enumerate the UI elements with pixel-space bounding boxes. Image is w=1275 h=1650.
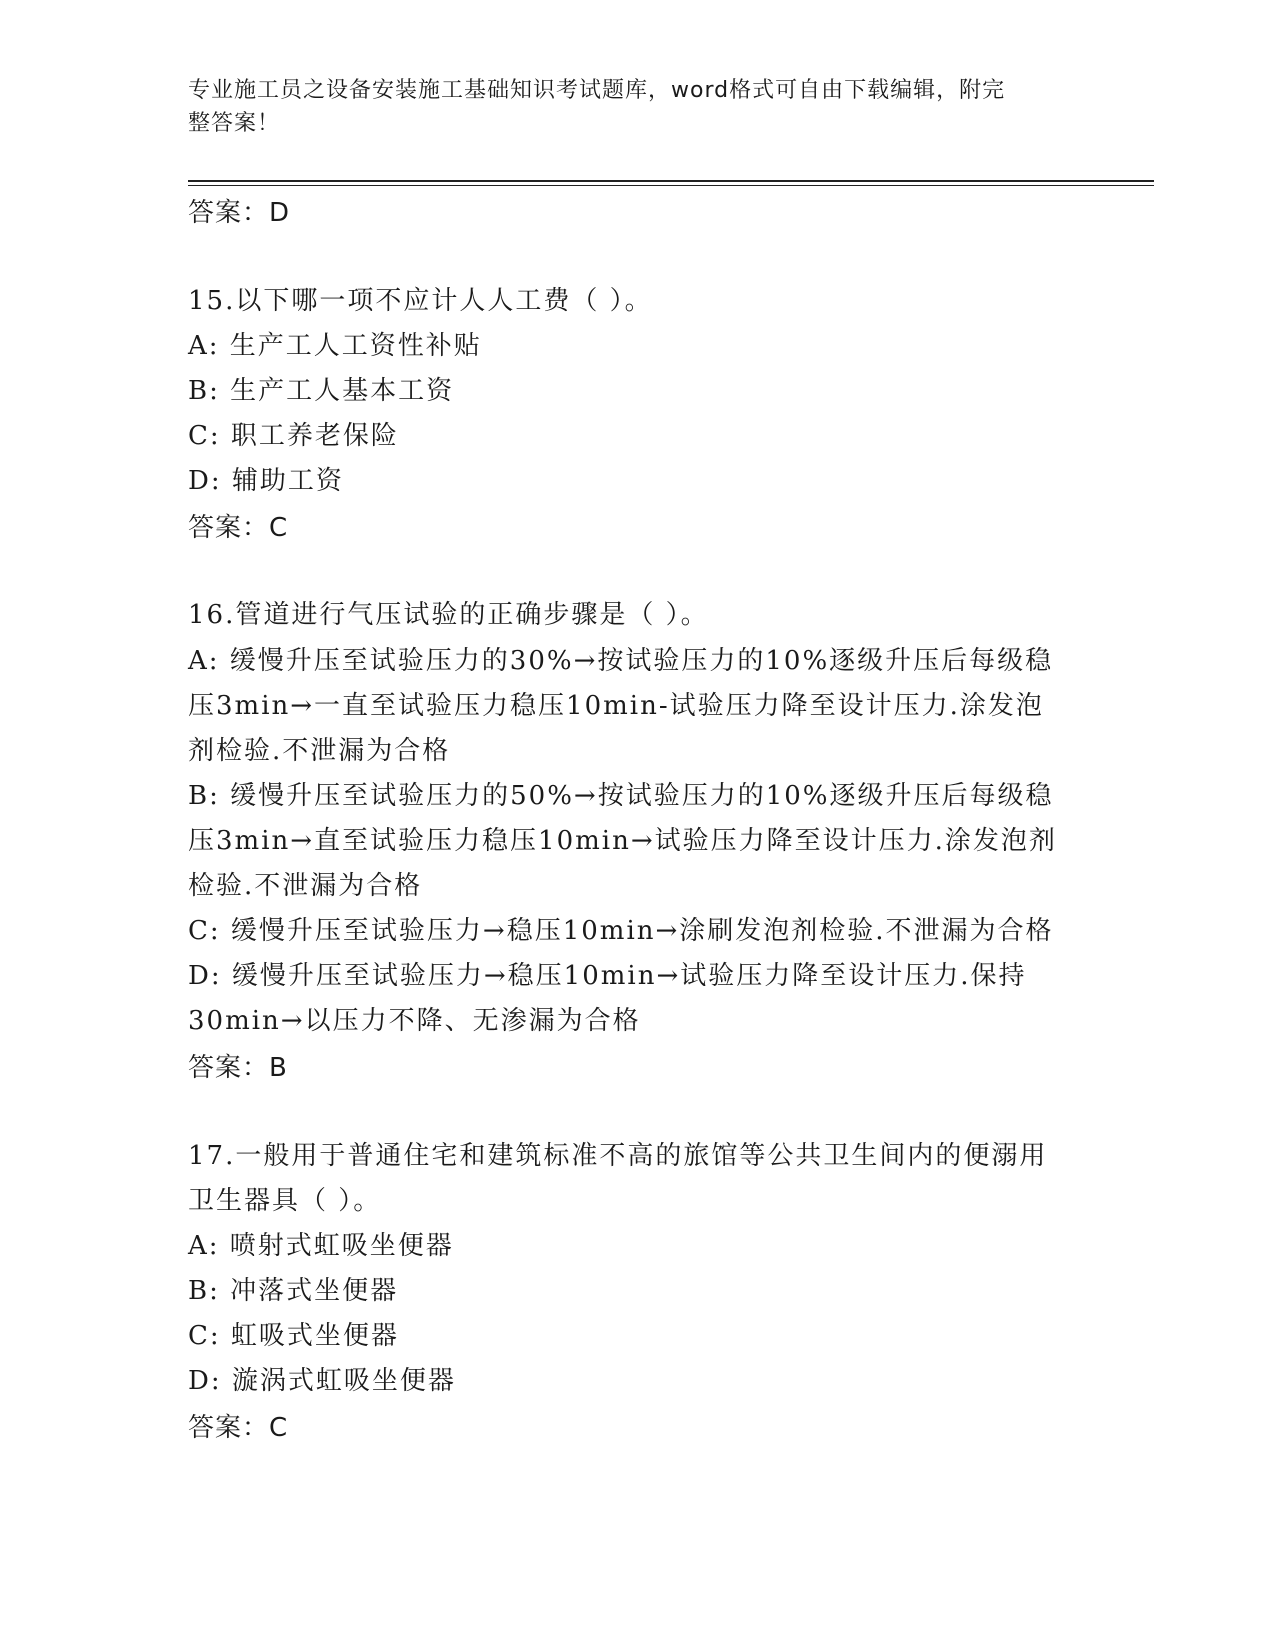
- header-divider-thick: [188, 180, 1154, 182]
- header-line-2: 整答案！: [188, 111, 281, 136]
- question-15-option-c: C: 职工养老保险: [188, 421, 399, 451]
- header-divider-thin: [188, 185, 1154, 186]
- question-16-option-c: C: 缓慢升压至试验压力→稳压10min→涂刷发泡剂检验.不泄漏为合格: [188, 916, 1054, 946]
- question-15-option-b: B: 生产工人基本工资: [188, 376, 455, 406]
- question-16-option-a-line-3: 剂检验.不泄漏为合格: [188, 736, 451, 766]
- document-header: [188, 74, 1068, 140]
- answer-previous: 答案：D: [188, 198, 291, 228]
- question-17-option-d: D: 漩涡式虹吸坐便器: [188, 1366, 456, 1396]
- question-15-stem: 15.以下哪一项不应计人人工费（ ）。: [188, 286, 653, 316]
- answer-15: 答案：C: [188, 513, 289, 543]
- question-17-option-c: C: 虹吸式坐便器: [188, 1321, 399, 1351]
- question-16-option-a-line-2: 压3min→一直至试验压力稳压10min-试验压力降至设计压力.涂发泡: [188, 691, 1044, 721]
- answer-17: 答案：C: [188, 1413, 289, 1443]
- question-15-option-a: A: 生产工人工资性补贴: [188, 331, 482, 361]
- question-16-option-b-line-2: 压3min→直至试验压力稳压10min→试验压力降至设计压力.涂发泡剂: [188, 826, 1057, 856]
- question-17-option-a: A: 喷射式虹吸坐便器: [188, 1231, 454, 1261]
- header-line-1: 专业施工员之设备安装施工基础知识考试题库，word格式可自由下载编辑，附完: [188, 78, 1006, 103]
- question-15-option-d: D: 辅助工资: [188, 466, 344, 496]
- question-16-option-b-line-3: 检验.不泄漏为合格: [188, 871, 423, 901]
- question-16-option-a-line-1: A: 缓慢升压至试验压力的30%→按试验压力的10%逐级升压后每级稳: [188, 646, 1054, 676]
- question-17-stem-line-2: 卫生器具（ ）。: [188, 1186, 382, 1216]
- question-17-stem-line-1: 17.一般用于普通住宅和建筑标准不高的旅馆等公共卫生间内的便溺用: [188, 1141, 1048, 1171]
- question-17-option-b: B: 冲落式坐便器: [188, 1276, 399, 1306]
- question-16-option-d-line-1: D: 缓慢升压至试验压力→稳压10min→试验压力降至设计压力.保持: [188, 961, 1027, 991]
- answer-16: 答案：B: [188, 1053, 288, 1083]
- question-16-stem: 16.管道进行气压试验的正确步骤是（ ）。: [188, 600, 709, 630]
- question-16-option-d-line-2: 30min→以压力不降、无渗漏为合格: [188, 1006, 641, 1036]
- question-16-option-b-line-1: B: 缓慢升压至试验压力的50%→按试验压力的10%逐级升压后每级稳: [188, 781, 1054, 811]
